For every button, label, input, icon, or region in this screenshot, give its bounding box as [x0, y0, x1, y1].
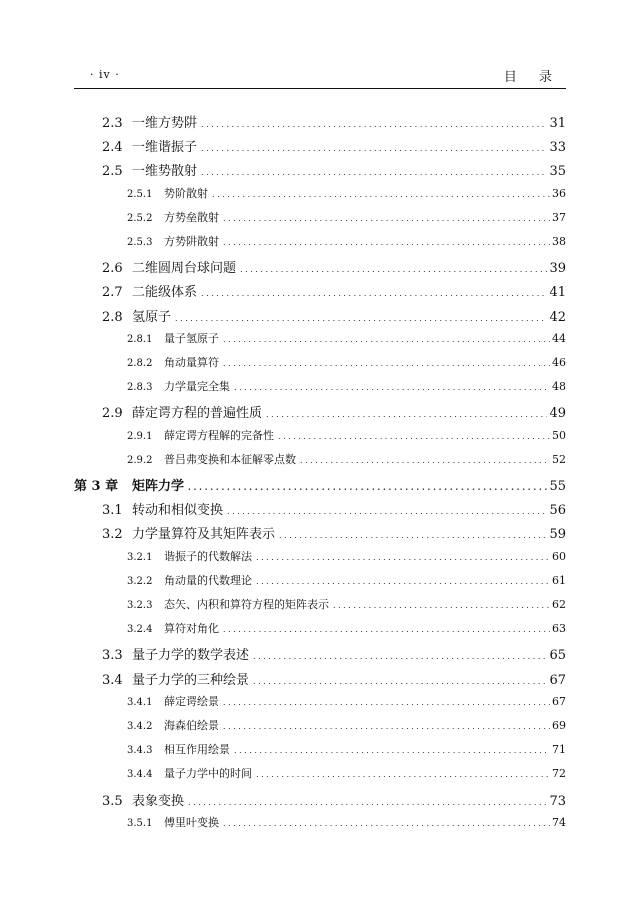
toc-entry-number: 2.9 [102, 406, 123, 422]
toc-entry-number: 3.2.1 [127, 551, 153, 563]
toc-entry-page: 37 [552, 210, 566, 224]
toc-entry-number: 3.5 [102, 793, 123, 809]
toc-entry-title: 矩阵力学 [132, 479, 185, 494]
toc-entry-number: 第 3 章 [74, 479, 119, 494]
toc-entry[interactable] [127, 717, 566, 737]
toc-entry[interactable] [102, 257, 566, 277]
toc-entry-title: 海森伯绘景 [164, 719, 219, 732]
toc-entry-page: 49 [549, 406, 566, 422]
toc-entry-title: 相互作用绘景 [164, 743, 230, 757]
toc-entry[interactable] [127, 596, 566, 616]
toc-entry-page: 36 [552, 186, 566, 200]
toc-entry[interactable] [102, 306, 566, 326]
toc-entry-title: 薛定谔绘景 [164, 694, 219, 708]
toc-entry-title: 薛定谔方程解的完备性 [164, 428, 274, 442]
toc-entry[interactable] [102, 669, 566, 689]
toc-entry-title: 势阶散射 [164, 186, 208, 200]
toc-entry-number: 2.5.2 [127, 212, 153, 224]
toc-entry-number: 3.4.1 [127, 696, 153, 708]
toc-entry[interactable] [127, 330, 566, 350]
dot-leader [300, 456, 550, 465]
toc-entry-page: 69 [552, 719, 566, 732]
dot-leader [223, 335, 550, 344]
toc-entry[interactable] [102, 499, 566, 519]
toc-entry-number: 3.2.4 [127, 624, 153, 636]
toc-entry-title: 转动和相似变换 [132, 503, 224, 519]
toc-entry-number: 3.4.3 [127, 745, 153, 757]
toc-entry[interactable] [127, 693, 566, 713]
dot-leader [256, 553, 550, 562]
toc-entry[interactable] [127, 209, 566, 229]
toc-entry-number: 2.8.2 [127, 358, 153, 369]
dot-leader [201, 144, 547, 153]
toc-entry-page: 61 [552, 573, 566, 587]
page-number: · iv · [90, 68, 120, 81]
toc-entry-page: 31 [549, 116, 566, 131]
toc-entry[interactable] [102, 281, 566, 301]
toc-entry-page: 48 [552, 380, 566, 394]
dot-leader [188, 798, 547, 807]
toc-entry-title: 量子力学中的时间 [164, 767, 252, 781]
dot-leader [223, 359, 550, 368]
toc-entry-number: 2.5.3 [127, 237, 153, 248]
dot-leader [188, 482, 547, 492]
toc-entry-number: 2.9.1 [127, 430, 153, 442]
toc-entry-title: 氢原子 [132, 309, 172, 325]
toc-entry-number: 3.2.2 [127, 575, 153, 587]
toc-entry-number: 2.8.3 [127, 382, 153, 394]
toc-entry-page: 35 [549, 164, 566, 180]
toc-entry-title: 力学量完全集 [164, 380, 230, 394]
toc-entry-title: 薛定谔方程的普遍性质 [132, 406, 263, 422]
dot-leader [223, 238, 550, 247]
toc-entry-page: 67 [549, 672, 566, 688]
toc-entry[interactable] [127, 233, 566, 253]
toc-entry-page: 46 [552, 356, 566, 369]
toc-entry[interactable] [127, 572, 566, 592]
toc-entry-number: 2.3 [102, 116, 123, 131]
toc-entry-number: 3.4.4 [127, 769, 153, 781]
dot-leader [201, 120, 547, 129]
toc-entry-page: 63 [552, 622, 566, 636]
toc-entry[interactable] [127, 354, 566, 374]
toc-entry[interactable] [102, 644, 566, 664]
toc-entry-page: 56 [549, 503, 566, 519]
dot-leader [223, 625, 550, 634]
dot-leader [278, 432, 550, 441]
dot-leader [256, 577, 550, 586]
toc-entry-page: 50 [552, 428, 566, 442]
toc-entry-page: 60 [552, 549, 566, 563]
toc-entry-page: 42 [549, 309, 566, 325]
toc-entry-title: 量子力学的三种绘景 [132, 672, 250, 688]
dot-leader [223, 698, 550, 707]
dot-leader [279, 531, 547, 540]
toc-entry[interactable] [127, 620, 566, 640]
toc-entry-page: 55 [549, 479, 566, 494]
dot-leader [227, 507, 547, 516]
toc-entry-number: 2.7 [102, 285, 123, 301]
toc-entry[interactable] [127, 814, 566, 834]
toc-entry-page: 52 [552, 452, 566, 466]
toc-entry-number: 3.4 [102, 672, 123, 688]
toc-entry-title: 一维谐振子 [132, 140, 198, 156]
toc-entry-number: 2.8.1 [127, 333, 153, 345]
dot-leader [234, 746, 550, 755]
toc-entry-number: 2.6 [102, 261, 123, 277]
toc-entry-number: 3.3 [102, 648, 123, 664]
toc-entry-title: 普吕弗变换和本征解零点数 [164, 452, 296, 466]
toc-entry-title: 算符对角化 [164, 622, 219, 636]
toc-entry-title: 量子力学的数学表述 [132, 648, 250, 664]
toc-entry-page: 73 [549, 793, 566, 809]
toc-entry-title: 力学量算符及其矩阵表示 [132, 527, 276, 543]
toc-entry-page: 65 [549, 648, 566, 664]
toc-entry-page: 59 [549, 527, 566, 543]
toc-entry-number: 2.5 [102, 164, 123, 180]
toc-entry-page: 44 [552, 331, 566, 345]
toc-entry[interactable] [127, 451, 566, 471]
toc-entry[interactable] [127, 741, 566, 761]
toc-entry[interactable] [102, 160, 566, 180]
dot-leader [175, 314, 547, 323]
toc-entry-title: 一维方势阱 [132, 116, 198, 131]
toc-entry-number: 2.5.1 [127, 188, 153, 200]
toc-entry-page: 72 [552, 767, 566, 781]
dot-leader [240, 265, 547, 274]
toc-entry[interactable] [127, 185, 566, 205]
toc-entry-title: 表象变换 [132, 793, 185, 809]
running-title: 目 录 [503, 70, 552, 85]
toc-entry-number: 3.2.3 [127, 600, 153, 611]
dot-leader [256, 770, 550, 779]
dot-leader [253, 652, 547, 661]
toc-entry-title: 方势阱散射 [164, 235, 219, 248]
toc-entry[interactable] [102, 402, 566, 422]
toc-entry-number: 2.9.2 [127, 454, 153, 466]
toc-entry-title: 傅里叶变换 [164, 815, 219, 829]
dot-leader [333, 601, 550, 610]
toc-entry-number: 3.2 [102, 527, 123, 543]
dot-leader [223, 819, 550, 828]
toc-entry[interactable] [127, 548, 566, 568]
dot-leader [201, 168, 547, 177]
toc-entry[interactable] [127, 427, 566, 447]
toc-entry-page: 71 [552, 743, 566, 757]
dot-leader [223, 214, 550, 223]
toc-entry-title: 量子氢原子 [164, 331, 219, 345]
toc-entry-page: 33 [549, 140, 566, 156]
toc-entry-title: 谐振子的代数解法 [164, 549, 252, 563]
dot-leader [266, 410, 547, 419]
dot-leader [253, 677, 547, 686]
dot-leader [234, 383, 550, 392]
toc-entry-title: 角动量算符 [164, 356, 219, 369]
toc-entry-page: 62 [552, 598, 566, 611]
toc-entry-number: 3.1 [102, 503, 123, 519]
toc-entry-title: 态矢、内积和算符方程的矩阵表示 [164, 598, 329, 611]
toc-entry[interactable] [102, 790, 566, 810]
toc-entry-title: 一维势散射 [132, 164, 198, 180]
toc-entry[interactable] [102, 523, 566, 543]
toc-entry[interactable] [127, 765, 566, 785]
toc-entry[interactable] [74, 475, 566, 495]
toc-entry-page: 67 [552, 694, 566, 708]
toc-entry-title: 二维圆周台球问题 [132, 261, 237, 277]
toc-entry[interactable] [102, 112, 566, 132]
toc-entry-number: 3.4.2 [127, 721, 153, 732]
toc-entry-number: 2.8 [102, 309, 123, 325]
dot-leader [201, 289, 547, 298]
toc-entry-number: 3.5.1 [127, 817, 153, 829]
page-header [74, 66, 566, 89]
toc-entry-title: 方势垒散射 [164, 210, 219, 224]
toc-entry-page: 38 [552, 235, 566, 248]
toc-entry-number: 2.4 [102, 140, 123, 156]
toc-entry-page: 41 [549, 285, 566, 301]
toc-entry-title: 角动量的代数理论 [164, 573, 252, 587]
toc-entry-page: 39 [549, 261, 566, 277]
toc-entry-title: 二能级体系 [132, 285, 198, 301]
toc-entry-page: 74 [552, 815, 566, 829]
dot-leader [212, 190, 550, 199]
dot-leader [223, 722, 550, 731]
toc-entry[interactable] [127, 378, 566, 398]
toc-entry[interactable] [102, 136, 566, 156]
